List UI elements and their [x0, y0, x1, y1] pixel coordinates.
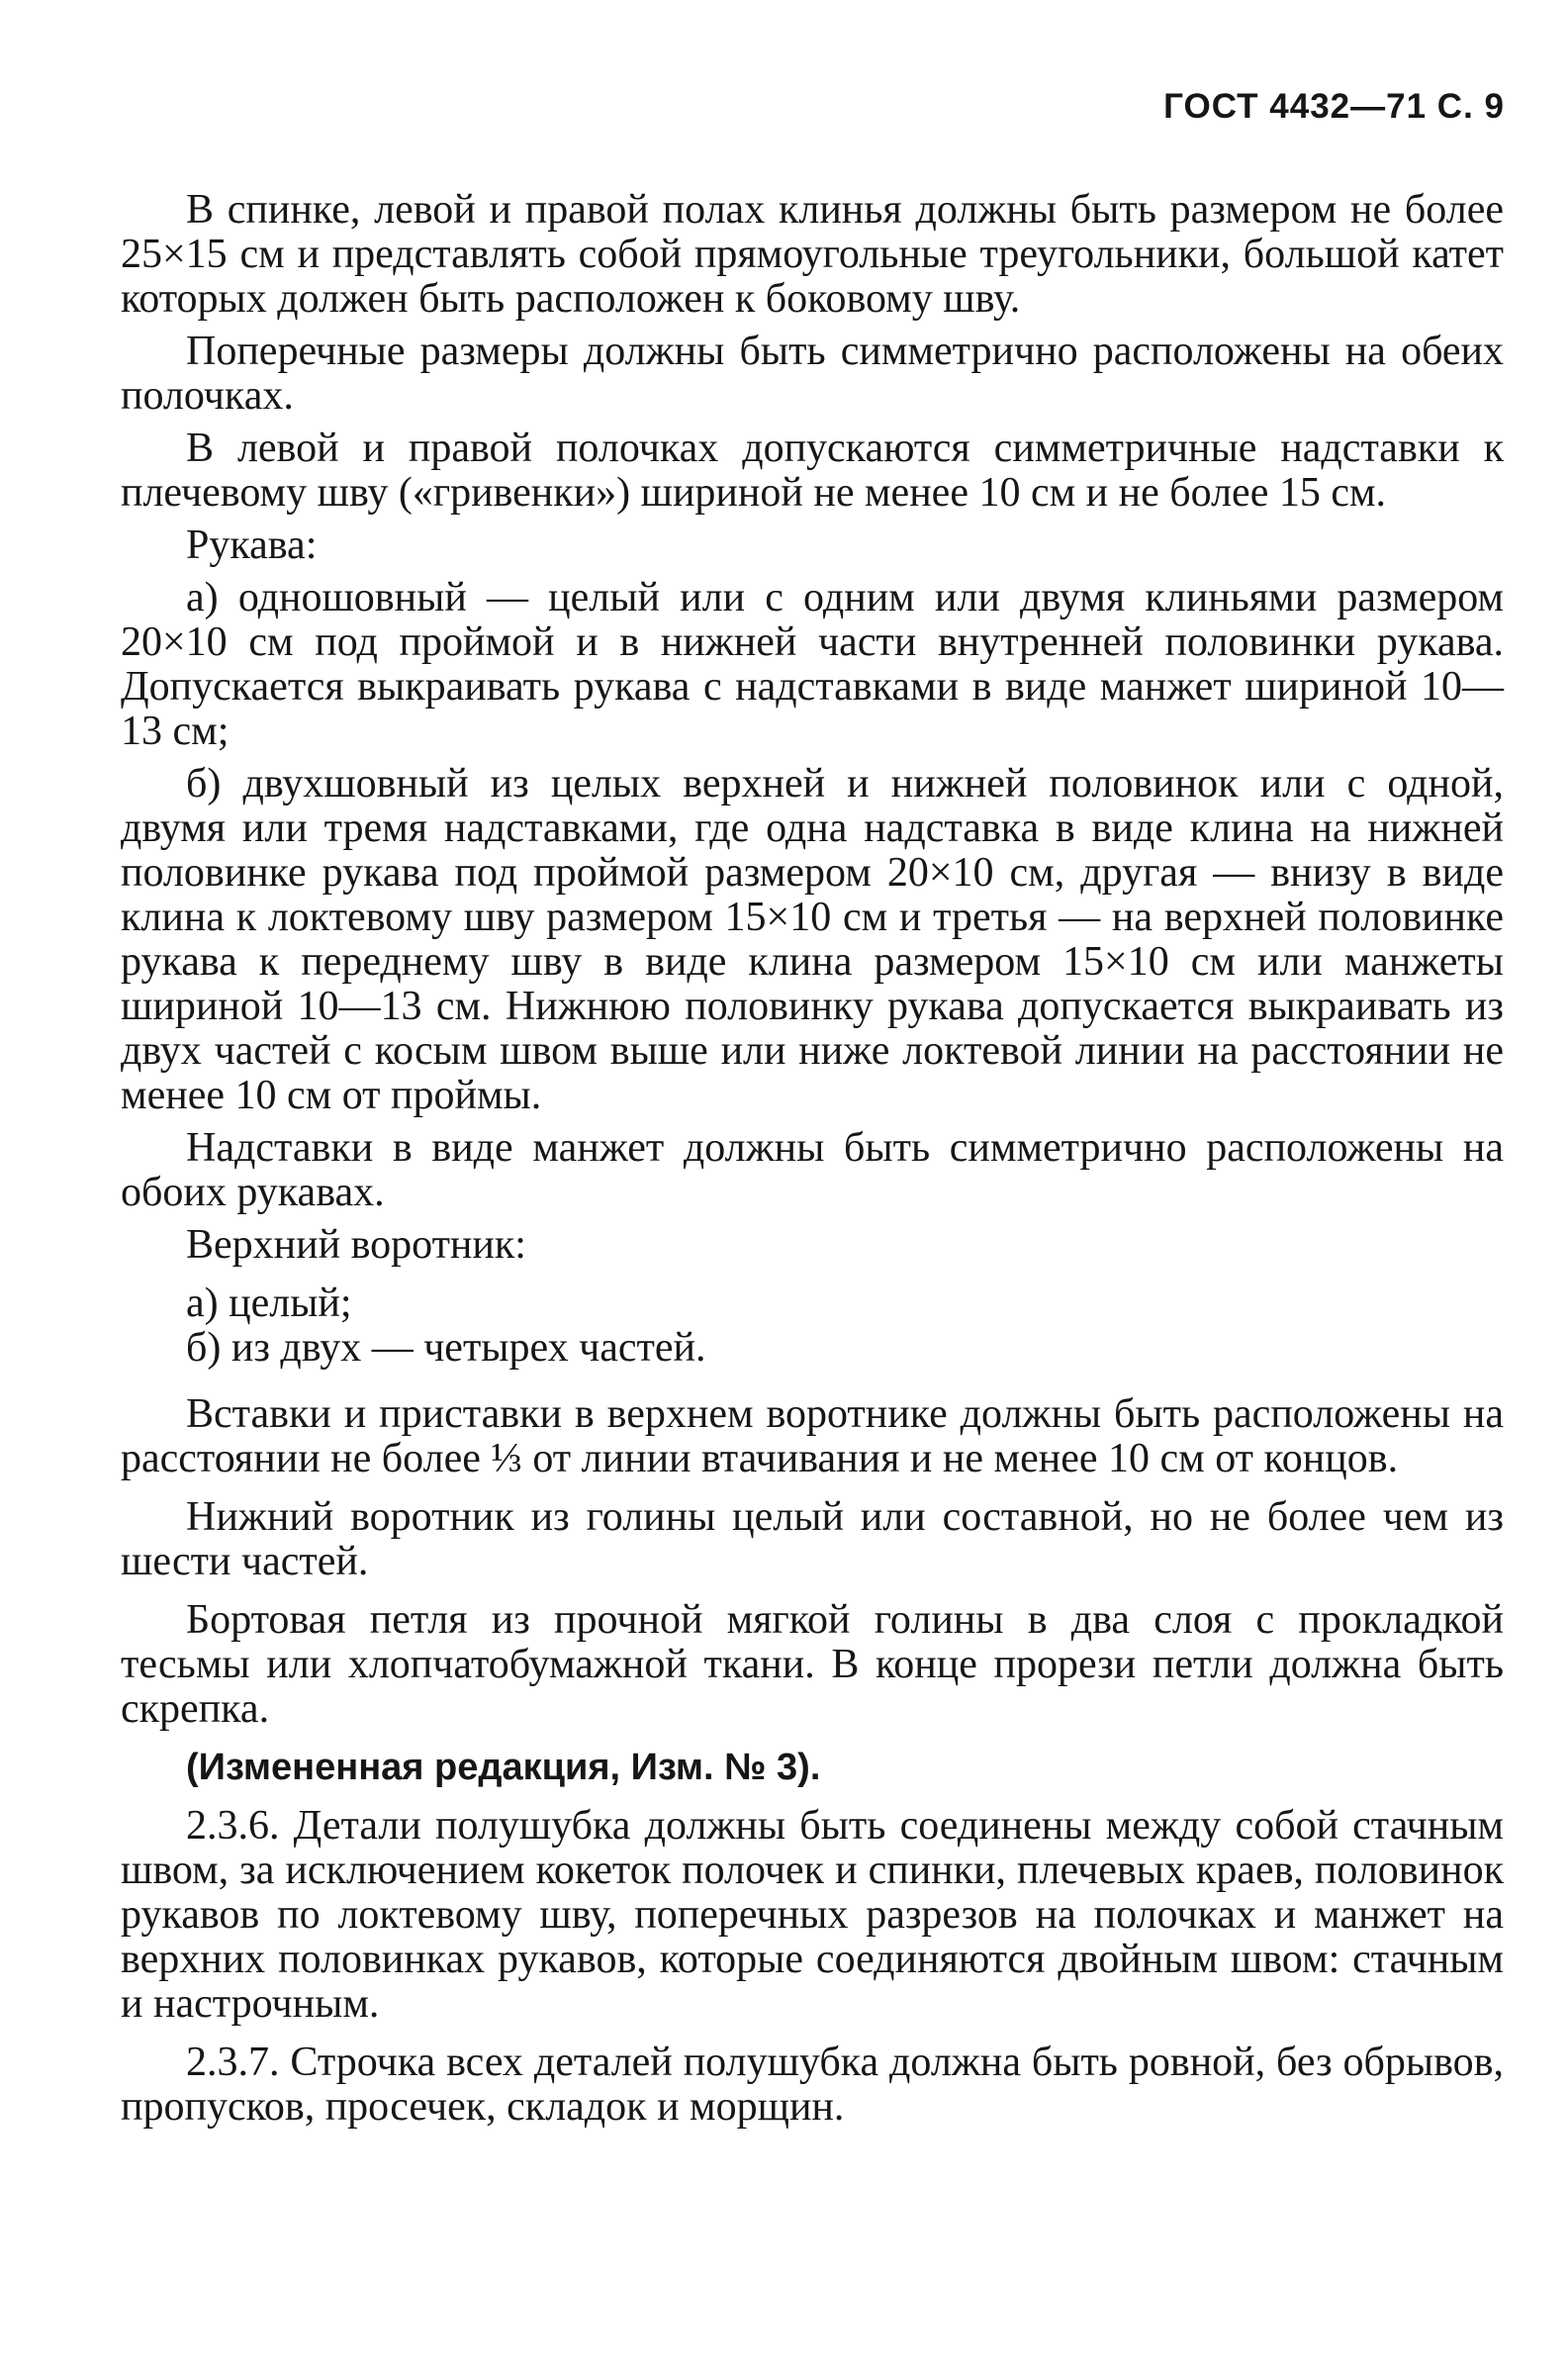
- paragraph-2-3-6: 2.3.6. Детали полушубка должны быть соединены между собой стачным швом, за исключением кокеток полочек и спинки, плечевых краев, половинок рукавов по локтевому шву, поперечных разрезов на полочках и манжет на верхних половинках рукавов, которые соединяются двойным швом: стачным и настрочным.: [121, 1803, 1504, 2027]
- paragraph-button-loop: Бортовая петля из прочной мягкой голины в два слоя с прокладкой тесьмы или хлопчатобумажной ткани. В конце прорези петли должна быть скрепка.: [121, 1597, 1504, 1732]
- document-body: [121, 188, 1504, 2130]
- paragraph-lower-collar: Нижний воротник из голины целый или составной, но не более чем из шести частей.: [121, 1494, 1504, 1584]
- paragraph-sleeve-b: б) двухшовный из целых верхней и нижней половинок или с одной, двумя или тремя надставками, где одна надставка в виде клина на нижней половинке рукава под проймой размером 20×10 см, другая — внизу в виде клина к локтевому шву размером 15×10 см и третья — на верхней половинке рукава к переднему шву в виде клина размером 15×10 см или манжеты шириной 10—13 см. Нижнюю половинку рукава допускается выкраивать из двух частей с косым швом выше или ниже локтевой линии на расстоянии не менее 10 см от проймы.: [121, 761, 1504, 1118]
- paragraph-amendment-note: (Измененная редакция, Изм. № 3).: [186, 1747, 821, 1788]
- paragraph-upper-collar-heading: Верхний воротник:: [186, 1222, 526, 1268]
- paragraph-wedges: В спинке, левой и правой полах клинья должны быть размером не более 25×15 см и представлять собой прямоугольные треугольники, большой катет которых должен быть расположен к боковому шву.: [121, 187, 1504, 322]
- paragraph-collar-inserts: Вставки и приставки в верхнем воротнике должны быть расположены на расстоянии не более ⅓ от линии втачивания и не менее 10 см от концов.: [121, 1391, 1504, 1481]
- paragraph-cuff-inserts: Надставки в виде манжет должны быть симметрично расположены на обоих рукавах.: [121, 1125, 1504, 1215]
- paragraph-2-3-7: 2.3.7. Строчка всех деталей полушубка должна быть ровной, без обрывов, пропусков, просечек, складок и морщин.: [121, 2040, 1504, 2130]
- paragraph-collar-b: б) из двух — четырех частей.: [186, 1325, 706, 1371]
- paragraph-sleeve-a: а) одношовный — целый или с одним или двумя клиньями размером 20×10 см под проймой и в нижней части внутренней половинки рукава. Допускается выкраивать рукава с надставками в виде манжет шириной 10—13 см;: [121, 575, 1504, 754]
- paragraph-shoulder-inserts: В левой и правой полочках допускаются симметричные надставки к плечевому шву («гривенки») шириной не менее 10 см и не более 15 см.: [121, 426, 1504, 516]
- page-header: ГОСТ 4432—71 С. 9: [1163, 87, 1505, 126]
- paragraph-sleeves-heading: Рукава:: [186, 522, 318, 568]
- paragraph-transverse-sizes: Поперечные размеры должны быть симметрично расположены на обеих полочках.: [121, 329, 1504, 419]
- paragraph-collar-a: а) целый;: [186, 1281, 352, 1326]
